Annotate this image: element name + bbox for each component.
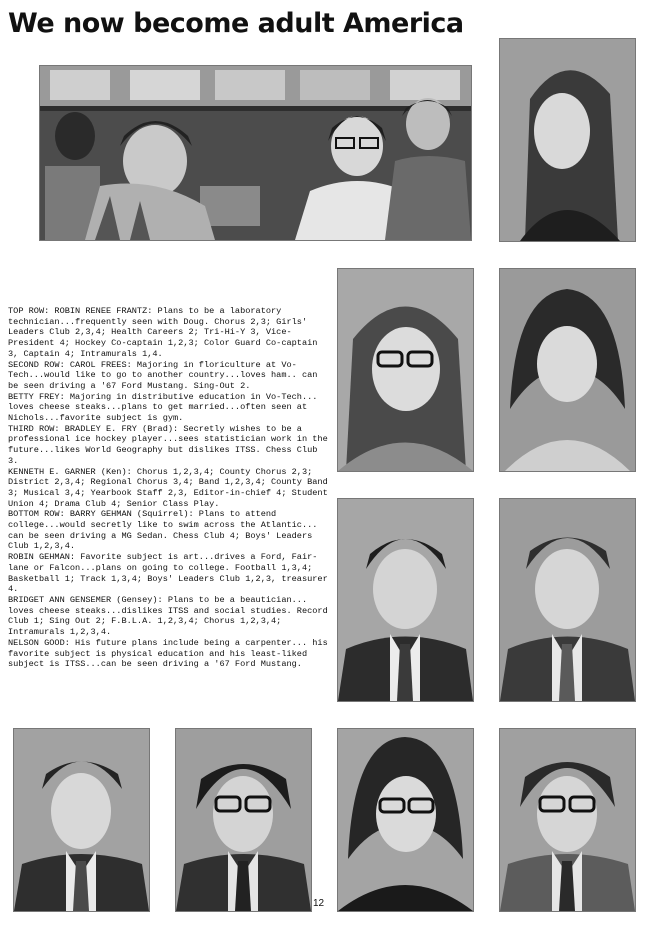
caption-paragraph: KENNETH E. GARNER (Ken): Chorus 1,2,3,4; County Chorus 2,3; District 2,3,4; Regional Chorus 3,4; Band 1,2,3,4; County Band 3; Musical 3,4; Yearbook Staff 2,3, Editor-in-chief 4; Student Union 4; Drama Club 4; Senior Class Play.	[8, 466, 328, 509]
portrait-robin-frantz	[499, 38, 636, 242]
portrait-barry-gehman	[13, 728, 150, 912]
page-title: We now become adult America	[8, 8, 464, 39]
caption-paragraph: BOTTOM ROW: BARRY GEHMAN (Squirrel): Plans to attend college...would secretly like to swim across the Atlantic... can be seen driving a MG Sedan. Chess Club 4; Boys' Leaders Club 1,2,3,4.	[8, 509, 318, 552]
portrait-bradley-fry	[337, 498, 474, 702]
candid-group-photo	[39, 65, 472, 241]
caption-paragraph: TOP ROW: ROBIN RENEE FRANTZ: Plans to be a laboratory technician...frequently seen with Doug. Chorus 2,3; Girls' Leaders Club 2,3,4; Health Careers 2; Tri-Hi-Y 3, Vice-President 4; Hockey Co-captain 1,2,3; Color Guard Co-captain 3, Captain 4; Intramurals 1,4.	[8, 306, 318, 359]
caption-paragraph: SECOND ROW: CAROL FREES: Majoring in floriculture at Vo-Tech...would like to go to another country...loves ham.. can be seen driving a '67 Ford Mustang. Sing-Out 2.	[8, 359, 318, 391]
caption-paragraph: BETTY FREY: Majoring in distributive education in Vo-Tech... loves cheese steaks...plans to get married...often seen at Nichols...favorite subject is gym.	[8, 391, 318, 424]
portrait-nelson-good	[499, 728, 636, 912]
caption-paragraph: ROBIN GEHMAN: Favorite subject is art...drives a Ford, Fair-lane or Falcon...plans on going to college. Football 1,3,4; Basketball 1; Track 1,3,4; Boys' Leaders Club 1,2,3, treasurer 4.	[8, 552, 328, 595]
portrait-kenneth-garner	[499, 498, 636, 702]
caption-paragraph: THIRD ROW: BRADLEY E. FRY (Brad): Secretly wishes to be a professional ice hockey player...sees statistician work in the future...likes World Geography but dislikes ITSS. Chess Club 3.	[8, 423, 328, 466]
page-number: 12	[313, 898, 325, 909]
caption-paragraph: NELSON GOOD: His future plans include being a carpenter... his favorite subject is physical education and his least-liked subject is ITSS...can be seen driving a '67 Ford Mustang.	[8, 637, 328, 670]
portrait-carol-frees	[337, 268, 474, 472]
caption-paragraph: BRIDGET ANN GENSEMER (Gensey): Plans to be a beautician... loves cheese steaks...dislikes ITSS and social studies. Record Club 1; Sing Out 2; F.B.L.A. 1,2,3,4; Chorus 1,2,3,4; Intramurals 1,2,3,4.	[8, 594, 328, 638]
portrait-robin-gehman	[175, 728, 312, 912]
portrait-betty-frey	[499, 268, 636, 472]
senior-biographies	[8, 306, 330, 670]
portrait-bridget-gensemer	[337, 728, 474, 912]
